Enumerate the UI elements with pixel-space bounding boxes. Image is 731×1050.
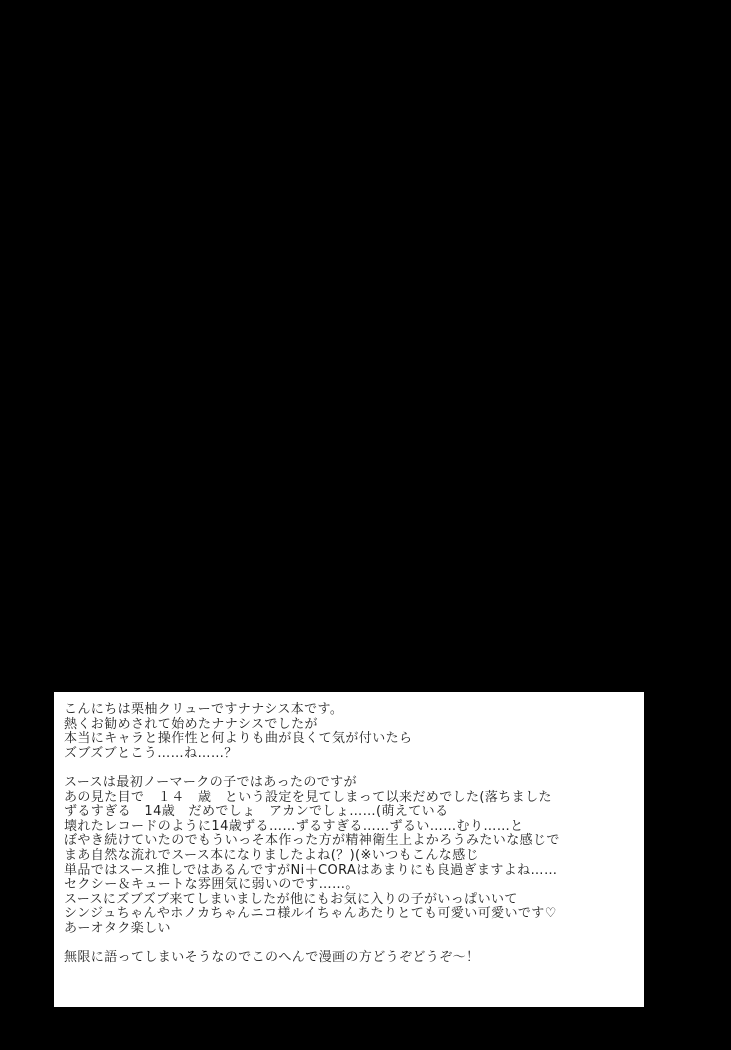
text-line: シンジュちゃんやホノカちゃんニコ様ルイちゃんあたりとても可愛い可愛いです♡	[64, 906, 557, 922]
text-line: 本当にキャラと操作性と何よりも曲が良くて気が付いたら	[64, 731, 413, 747]
text-line: 単品ではスース推しではあるんですがNi＋CORAはあまりにも良過ぎますよね……	[64, 862, 558, 878]
afterword-paragraph-2	[64, 776, 638, 937]
afterword-paragraph-1	[64, 703, 638, 761]
afterword-text	[64, 703, 638, 966]
text-line: こんにちは栗柚クリューですナナシス本です。	[64, 702, 344, 717]
text-line: まあ自然な流れでスース本になりましたよね(？)(※いつもこんな感じ	[64, 847, 480, 863]
text-line: あーオタク楽しい	[64, 920, 171, 936]
text-line: ズブズブとこう……ね……？	[64, 745, 238, 761]
text-line: スースにズブズブ来てしまいましたが他にもお気に入りの子がいっぱいいて	[64, 891, 518, 907]
text-line: スースは最初ノーマークの子ではあったのですが	[64, 774, 357, 790]
text-line: 熱くお勧めされて始めたナナシスでしたが	[64, 716, 318, 732]
text-line: ぼやき続けていたのでもういっそ本作った方が精神衛生上よかろうみたいな感じで	[64, 833, 560, 849]
text-line: セクシー＆キュートな雰囲気に弱いのです……。	[64, 877, 359, 893]
afterword-paragraph-3	[64, 951, 638, 966]
text-line: 無限に語ってしまいそうなのでこのへんで漫画の方どうぞどうぞ～！	[64, 950, 480, 966]
text-line: ずるすぎる 14歳 だめでしょ アカンでしょ……(萌えている	[64, 804, 449, 820]
afterword-panel	[54, 692, 644, 1007]
text-line: あの見た目で １４ 歳 という設定を見てしまって以来だめでした(落ちました	[64, 789, 552, 805]
text-line: 壊れたレコードのように14歳ずる……ずるすぎる……ずるい……むり……と	[64, 818, 524, 834]
